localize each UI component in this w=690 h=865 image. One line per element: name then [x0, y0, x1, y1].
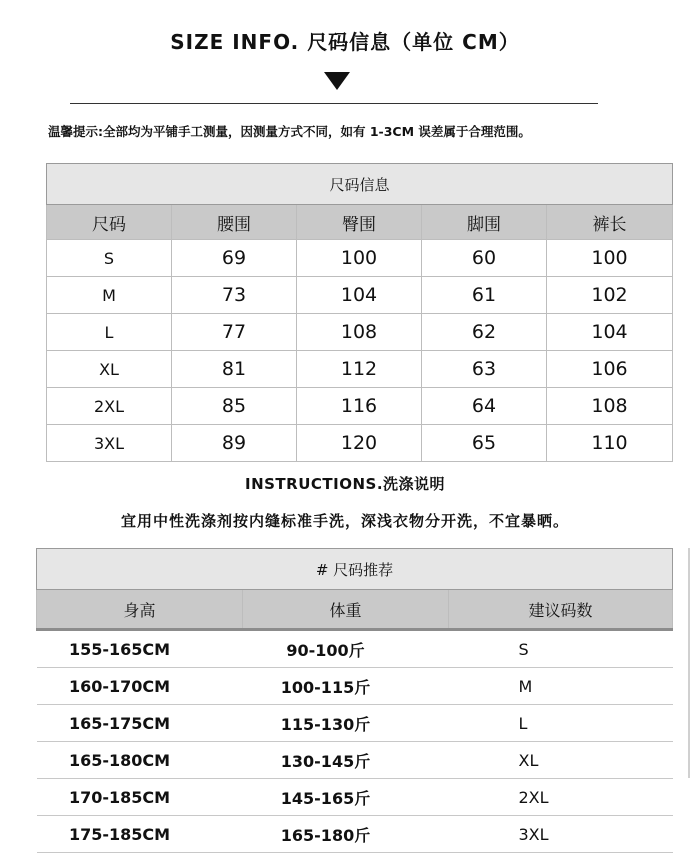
size-table-cell: 63	[422, 351, 547, 388]
title-divider	[70, 103, 598, 104]
size-table-header-cell: 臀围	[297, 205, 422, 240]
size-table-cell: 89	[172, 425, 297, 462]
size-table-cell: 69	[172, 240, 297, 277]
size-table-header-cell: 脚围	[422, 205, 547, 240]
size-table-caption: 尺码信息	[47, 164, 673, 205]
size-table-cell: 65	[422, 425, 547, 462]
rec-table-row	[37, 779, 673, 816]
size-table-cell: 100	[297, 240, 422, 277]
rec-table-header-cell: 建议码数	[449, 590, 673, 630]
instructions-title: INSTRUCTIONS.洗涤说明	[244, 475, 446, 493]
rec-table-cell: 90-100斤	[243, 630, 449, 668]
page-title: SIZE INFO. 尺码信息（单位 CM）	[170, 30, 520, 54]
rec-table-cell: 155-165CM	[37, 630, 243, 668]
size-table-cell: 77	[172, 314, 297, 351]
rec-table-row	[37, 630, 673, 668]
size-table-cell: 120	[297, 425, 422, 462]
rec-table-cell: 115-130斤	[243, 705, 449, 742]
size-table-cell: 106	[547, 351, 673, 388]
size-table-cell: 100	[547, 240, 673, 277]
rec-table-cell: 175-185CM	[37, 816, 243, 853]
size-table-header-cell: 腰围	[172, 205, 297, 240]
rec-table-header-cell: 身高	[37, 590, 243, 630]
rec-table-cell: 165-180斤	[243, 816, 449, 853]
size-table-header-cell: 裤长	[547, 205, 673, 240]
rec-table-header-cell: 体重	[243, 590, 449, 630]
rec-table-row	[37, 816, 673, 853]
rec-table-cell: 165-175CM	[37, 705, 243, 742]
size-table-cell: 60	[422, 240, 547, 277]
recommendation-caption: # 尺码推荐	[37, 549, 673, 590]
size-table-cell: 73	[172, 277, 297, 314]
rec-table-cell: 100-115斤	[243, 668, 449, 705]
rec-table-cell: XL	[449, 742, 673, 779]
size-table-cell: 61	[422, 277, 547, 314]
size-table-cell: 110	[547, 425, 673, 462]
size-table-row	[47, 314, 673, 351]
size-table-row	[47, 388, 673, 425]
size-table-cell: 108	[297, 314, 422, 351]
size-table-row	[47, 351, 673, 388]
size-table-cell: 116	[297, 388, 422, 425]
rec-table-row	[37, 668, 673, 705]
size-table-cell: 2XL	[47, 388, 172, 425]
size-table-cell: 81	[172, 351, 297, 388]
size-table-cell: 104	[297, 277, 422, 314]
size-table-row	[47, 240, 673, 277]
instructions-text: 宜用中性洗涤剂按内缝标准手洗，深浅衣物分开洗，不宜暴晒。	[120, 512, 569, 530]
rec-table-cell: 165-180CM	[37, 742, 243, 779]
rec-table-cell: S	[449, 630, 673, 668]
rec-table-cell: 160-170CM	[37, 668, 243, 705]
size-table-row	[47, 425, 673, 462]
size-table-row	[47, 277, 673, 314]
size-table-cell: 108	[547, 388, 673, 425]
size-table-cell: M	[47, 277, 172, 314]
size-table-cell: XL	[47, 351, 172, 388]
rec-table-cell: 145-165斤	[243, 779, 449, 816]
rec-table-row	[37, 742, 673, 779]
size-table-cell: L	[47, 314, 172, 351]
size-table-cell: 3XL	[47, 425, 172, 462]
rec-table-cell: M	[449, 668, 673, 705]
size-table-cell: 112	[297, 351, 422, 388]
size-table-cell: 62	[422, 314, 547, 351]
size-table-cell: 85	[172, 388, 297, 425]
down-triangle-icon	[324, 72, 350, 90]
rec-table-cell: 2XL	[449, 779, 673, 816]
size-table-header-cell: 尺码	[47, 205, 172, 240]
size-table-cell: 64	[422, 388, 547, 425]
measurement-tip: 温馨提示:全部均为平铺手工测量，因测量方式不同，如有 1-3CM 误差属于合理范围。	[48, 124, 531, 139]
rec-table-cell: 130-145斤	[243, 742, 449, 779]
size-table-cell: 104	[547, 314, 673, 351]
rec-table-cell: 170-185CM	[37, 779, 243, 816]
rec-table-cell: 3XL	[449, 816, 673, 853]
rec-table-row	[37, 705, 673, 742]
rec-table-cell: L	[449, 705, 673, 742]
size-table-cell: S	[47, 240, 172, 277]
size-recommendation-table	[36, 548, 673, 853]
size-table	[46, 163, 673, 462]
size-table-cell: 102	[547, 277, 673, 314]
